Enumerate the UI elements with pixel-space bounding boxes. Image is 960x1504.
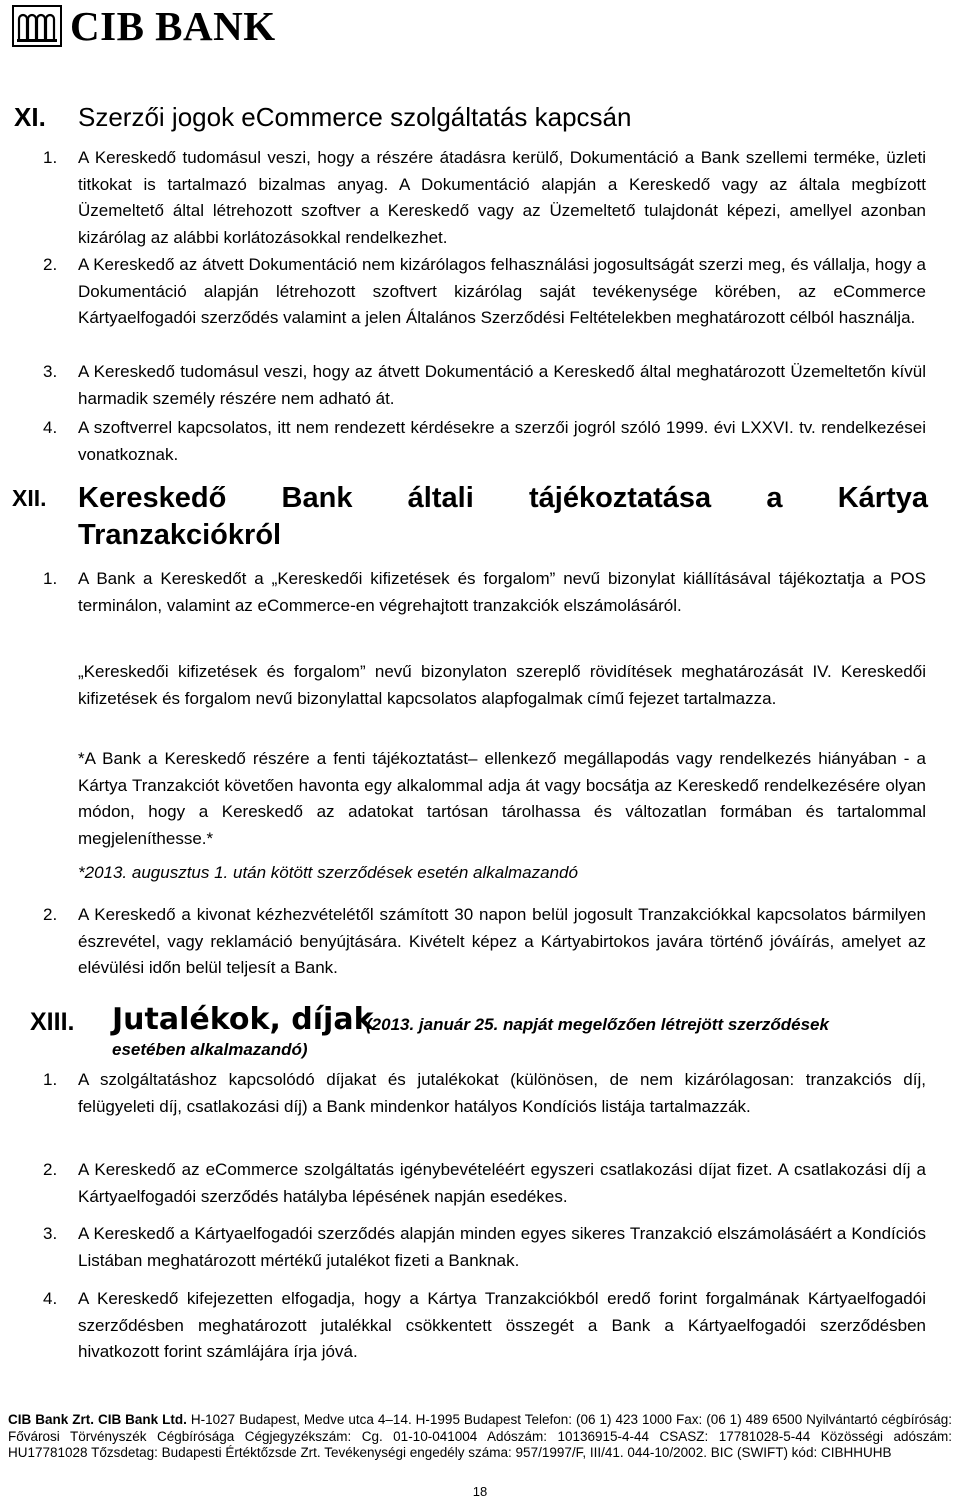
list-item (0, 252, 960, 358)
item-number: 4. (43, 418, 58, 437)
item-number: 2. (43, 1160, 58, 1179)
item-text: A Bank a Kereskedőt a „Kereskedői kifizetések és forgalom” nevű bizonylat kiállításával tájékoztatja a POS terminálon, valamint az eCommerce-en végrehajtott tranzakciók elszámolásáról. (78, 569, 926, 615)
paragraph: „Kereskedői kifizetések és forgalom” nevű bizonylaton szereplő rövidítések meghatározását IV. Kereskedői kifizetések és forgalom nevű bizonylattal kapcsolatos alapfogalmak című fejezet tartalmazza. (78, 662, 926, 708)
list-item (0, 566, 960, 646)
item-text: A Kereskedő az átvett Dokumentáció nem kizárólagos felhasználási jogosultságát szerzi meg, és vállalja, hogy a Dokumentáció alapján létrehozott szoftvert kizárólag saját tevékenysége körében, az eCommerce Kártyaelfogadói szerződés valamint a jelen Általános Szerződési Feltételekben meghatározott célból használja. (78, 255, 926, 327)
list-item (0, 1157, 960, 1210)
section-number: XI. (14, 102, 46, 132)
section-title: Kereskedő Bank általi tájékoztatása a Kártya Tranzakciókról (78, 482, 928, 551)
footer-company: CIB Bank Zrt. CIB Bank Ltd. (8, 1412, 187, 1427)
section-number: XIII. (30, 1008, 75, 1036)
list-item (0, 145, 960, 251)
bank-building-icon (12, 5, 62, 47)
item-number: 3. (43, 362, 58, 381)
item-number: 2. (43, 255, 58, 274)
page-number: 18 (472, 1484, 488, 1499)
section-number: XII. (12, 485, 47, 511)
item-number: 1. (43, 148, 58, 167)
item-text: A Kereskedő a kivonat kézhezvételétől számított 30 napon belül jogosult Tranzakciókkal kapcsolatos bármilyen észrevétel, vagy reklamáció benyújtására. Kivételt képez a Kártyabirtokos javára történő jóváírás, amelyet az elévülési időn belül teljesít a Bank. (78, 905, 926, 977)
cib-bank-logo (12, 4, 282, 48)
footnote: *2013. augusztus 1. után kötött szerződések esetén alkalmazandó (78, 863, 578, 882)
section-title: Szerzői jogok eCommerce szolgáltatás kapcsán (78, 102, 632, 132)
item-text: A Kereskedő tudomásul veszi, hogy az átvett Dokumentáció a Kereskedő által meghatározott Üzemeltetőn kívül harmadik személy részére nem adható át. (78, 362, 926, 408)
item-text: A szoftverrel kapcsolatos, itt nem rendezett kérdésekre a szerzői jogról szóló 1999. évi LXXVI. tv. rendelkezései vonatkoznak. (78, 418, 926, 464)
item-text: A Kereskedő az eCommerce szolgáltatás igénybevételéért egyszeri csatlakozási díjat fizet. A csatlakozási díj a Kártyaelfogadói szerződés hatályba lépésének napján esedékes. (78, 1160, 926, 1206)
logo-text: CIB BANK (70, 2, 276, 49)
item-text: A Kereskedő tudomásul veszi, hogy a részére átadásra kerülő, Dokumentáció a Bank szellemi terméke, üzleti titkokat is tartalmazó bizalmas anyag. A Dokumentáció alapján a Kereskedő vagy az általa megbízott Üzemeltető által létrehozott szoftver a Kereskedő vagy az Üzemeltető tulajdonát képezi, amellyel azonban kizárólag az alábbi korlátozásokkal rendelkezhet. (78, 148, 926, 247)
page-footer (8, 1412, 952, 1462)
list-item (0, 1067, 960, 1147)
list-item (0, 359, 960, 412)
list-item (0, 415, 960, 468)
item-number: 1. (43, 1070, 58, 1089)
section-subtitle-line1: (2013. január 25. napját megelőzően létrejött szerződések (366, 1015, 829, 1034)
item-text: A Kereskedő a Kártyaelfogadói szerződés alapján minden egyes sikeres Tranzakció elszámolásáért a Kondíciós Listában meghatározott mértékű jutalékot fizeti a Banknak. (78, 1224, 926, 1270)
section-title: Jutalékok, díjak (112, 1002, 374, 1037)
item-number: 4. (43, 1289, 58, 1308)
item-number: 2. (43, 905, 58, 924)
section-subtitle-line2: esetében alkalmazandó) (112, 1040, 308, 1059)
paragraph: *A Bank a Kereskedő részére a fenti tájékoztatást– ellenkező megállapodás vagy rendelkezés hiányában - a Kártya Tranzakciót követően havonta egy alkalommal adja át vagy bocsátja az Kereskedő rendelkezésére olyan módon, hogy a Kereskedő az adatokat tartósan tárolhassa és változatlan formában és tartalommal megjeleníthesse.* (78, 749, 926, 848)
item-text: A szolgáltatáshoz kapcsolódó díjakat és jutalékokat (különösen, de nem kizárólagosan: tranzakciós díj, felügyeleti díj, csatlakozási díj) a Bank mindenkor hatályos Kondíciós listája tartalmazzák. (78, 1070, 926, 1116)
list-item (0, 1221, 960, 1274)
footer-text: H-1027 Budapest, Medve utca 4–14. H-1995 Budapest Telefon: (06 1) 423 1000 Fax: (06 1) 489 6500 Nyilvántartó cégbíróság: Fővárosi Törvényszék Cégbírósága Cégjegyzékszám: Cg. 01-10-041004 Adószám: 10136915-4-44 CSASZ: 17781028-5-44 Közösségi adószám: HU17781028 Tőzsdetag: Budapesti Értéktőzsde Zrt. Tevékenységi engedély száma: 957/1997/F, III/41. 044-10/2002. BIC (SWIFT) kód: CIBHHUHB (8, 1412, 952, 1460)
list-item (0, 902, 960, 982)
item-text: A Kereskedő kifejezetten elfogadja, hogy a Kártya Tranzakciókból eredő forint forgalmának Kártyaelfogadói szerződésben meghatározott jutalékkal csökkentett összegét a Bank a Kártyaelfogadói szerződésben hivatkozott forint számlájára írja jóvá. (78, 1289, 926, 1361)
item-number: 3. (43, 1224, 58, 1243)
list-item (0, 1286, 960, 1366)
item-number: 1. (43, 569, 58, 588)
